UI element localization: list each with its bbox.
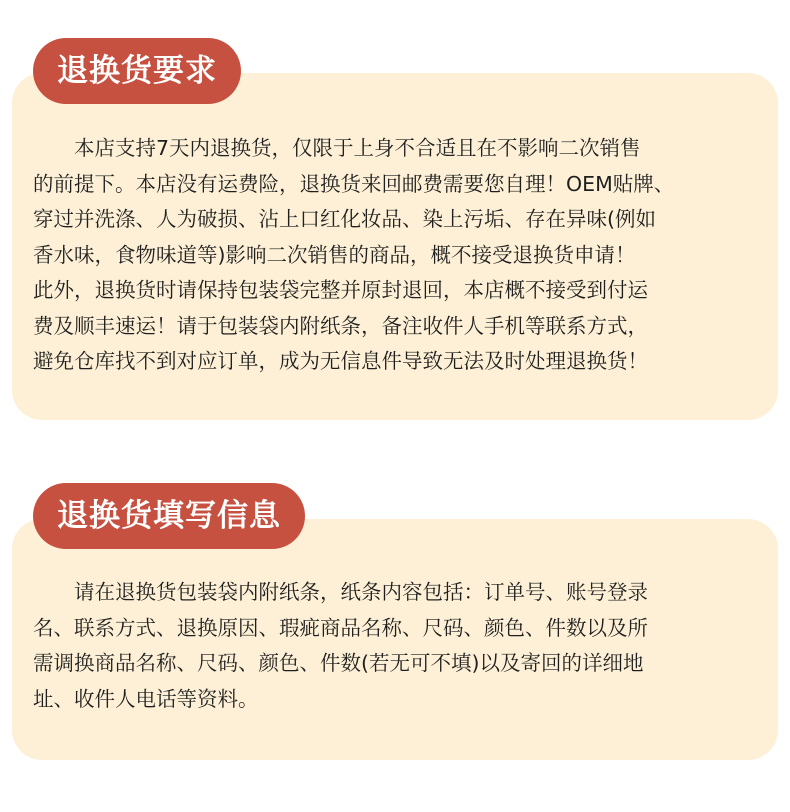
text-line: 请在退换货包装袋内附纸条，纸条内容包括：订单号、账号登录 [33, 580, 648, 604]
text-line: 此外，退换货时请保持包装袋完整并原封退回，本店概不接受到付运 [33, 278, 648, 302]
text-line: 香水味，食物味道等)影响二次销售的商品，概不接受退换货申请！ [33, 242, 636, 267]
text-line: 本店支持7天内退换货，仅限于上身不合适且在不影响二次销售 [33, 136, 641, 160]
return-requirements-text [33, 131, 674, 380]
text-line: 避免仓库找不到对应订单，成为无信息件导致无法及时处理退换货！ [33, 349, 648, 373]
return-info-title: 退换货填写信息 [33, 483, 305, 549]
text-line: 址、收件人电话等资料。 [33, 686, 259, 711]
text-line: 名、联系方式、退换原因、瑕疵商品名称、尺码、颜色、件数以及所 [33, 615, 648, 640]
text-line: 需调换商品名称、尺码、颜色、件数(若无可不填)以及寄回的详细地 [33, 651, 644, 675]
return-info-text [33, 575, 648, 717]
text-line: 的前提下。本店没有运费险，退换货来回邮费需要您自理！OEM贴牌、 [33, 171, 675, 196]
text-line: 费及顺丰速运！请于包装袋内附纸条，备注收件人手机等联系方式， [33, 313, 648, 338]
return-requirements-title: 退换货要求 [33, 38, 241, 104]
text-line: 穿过并洗涤、人为破损、沾上口红化妆品、染上污垢、存在异味(例如 [33, 207, 656, 231]
